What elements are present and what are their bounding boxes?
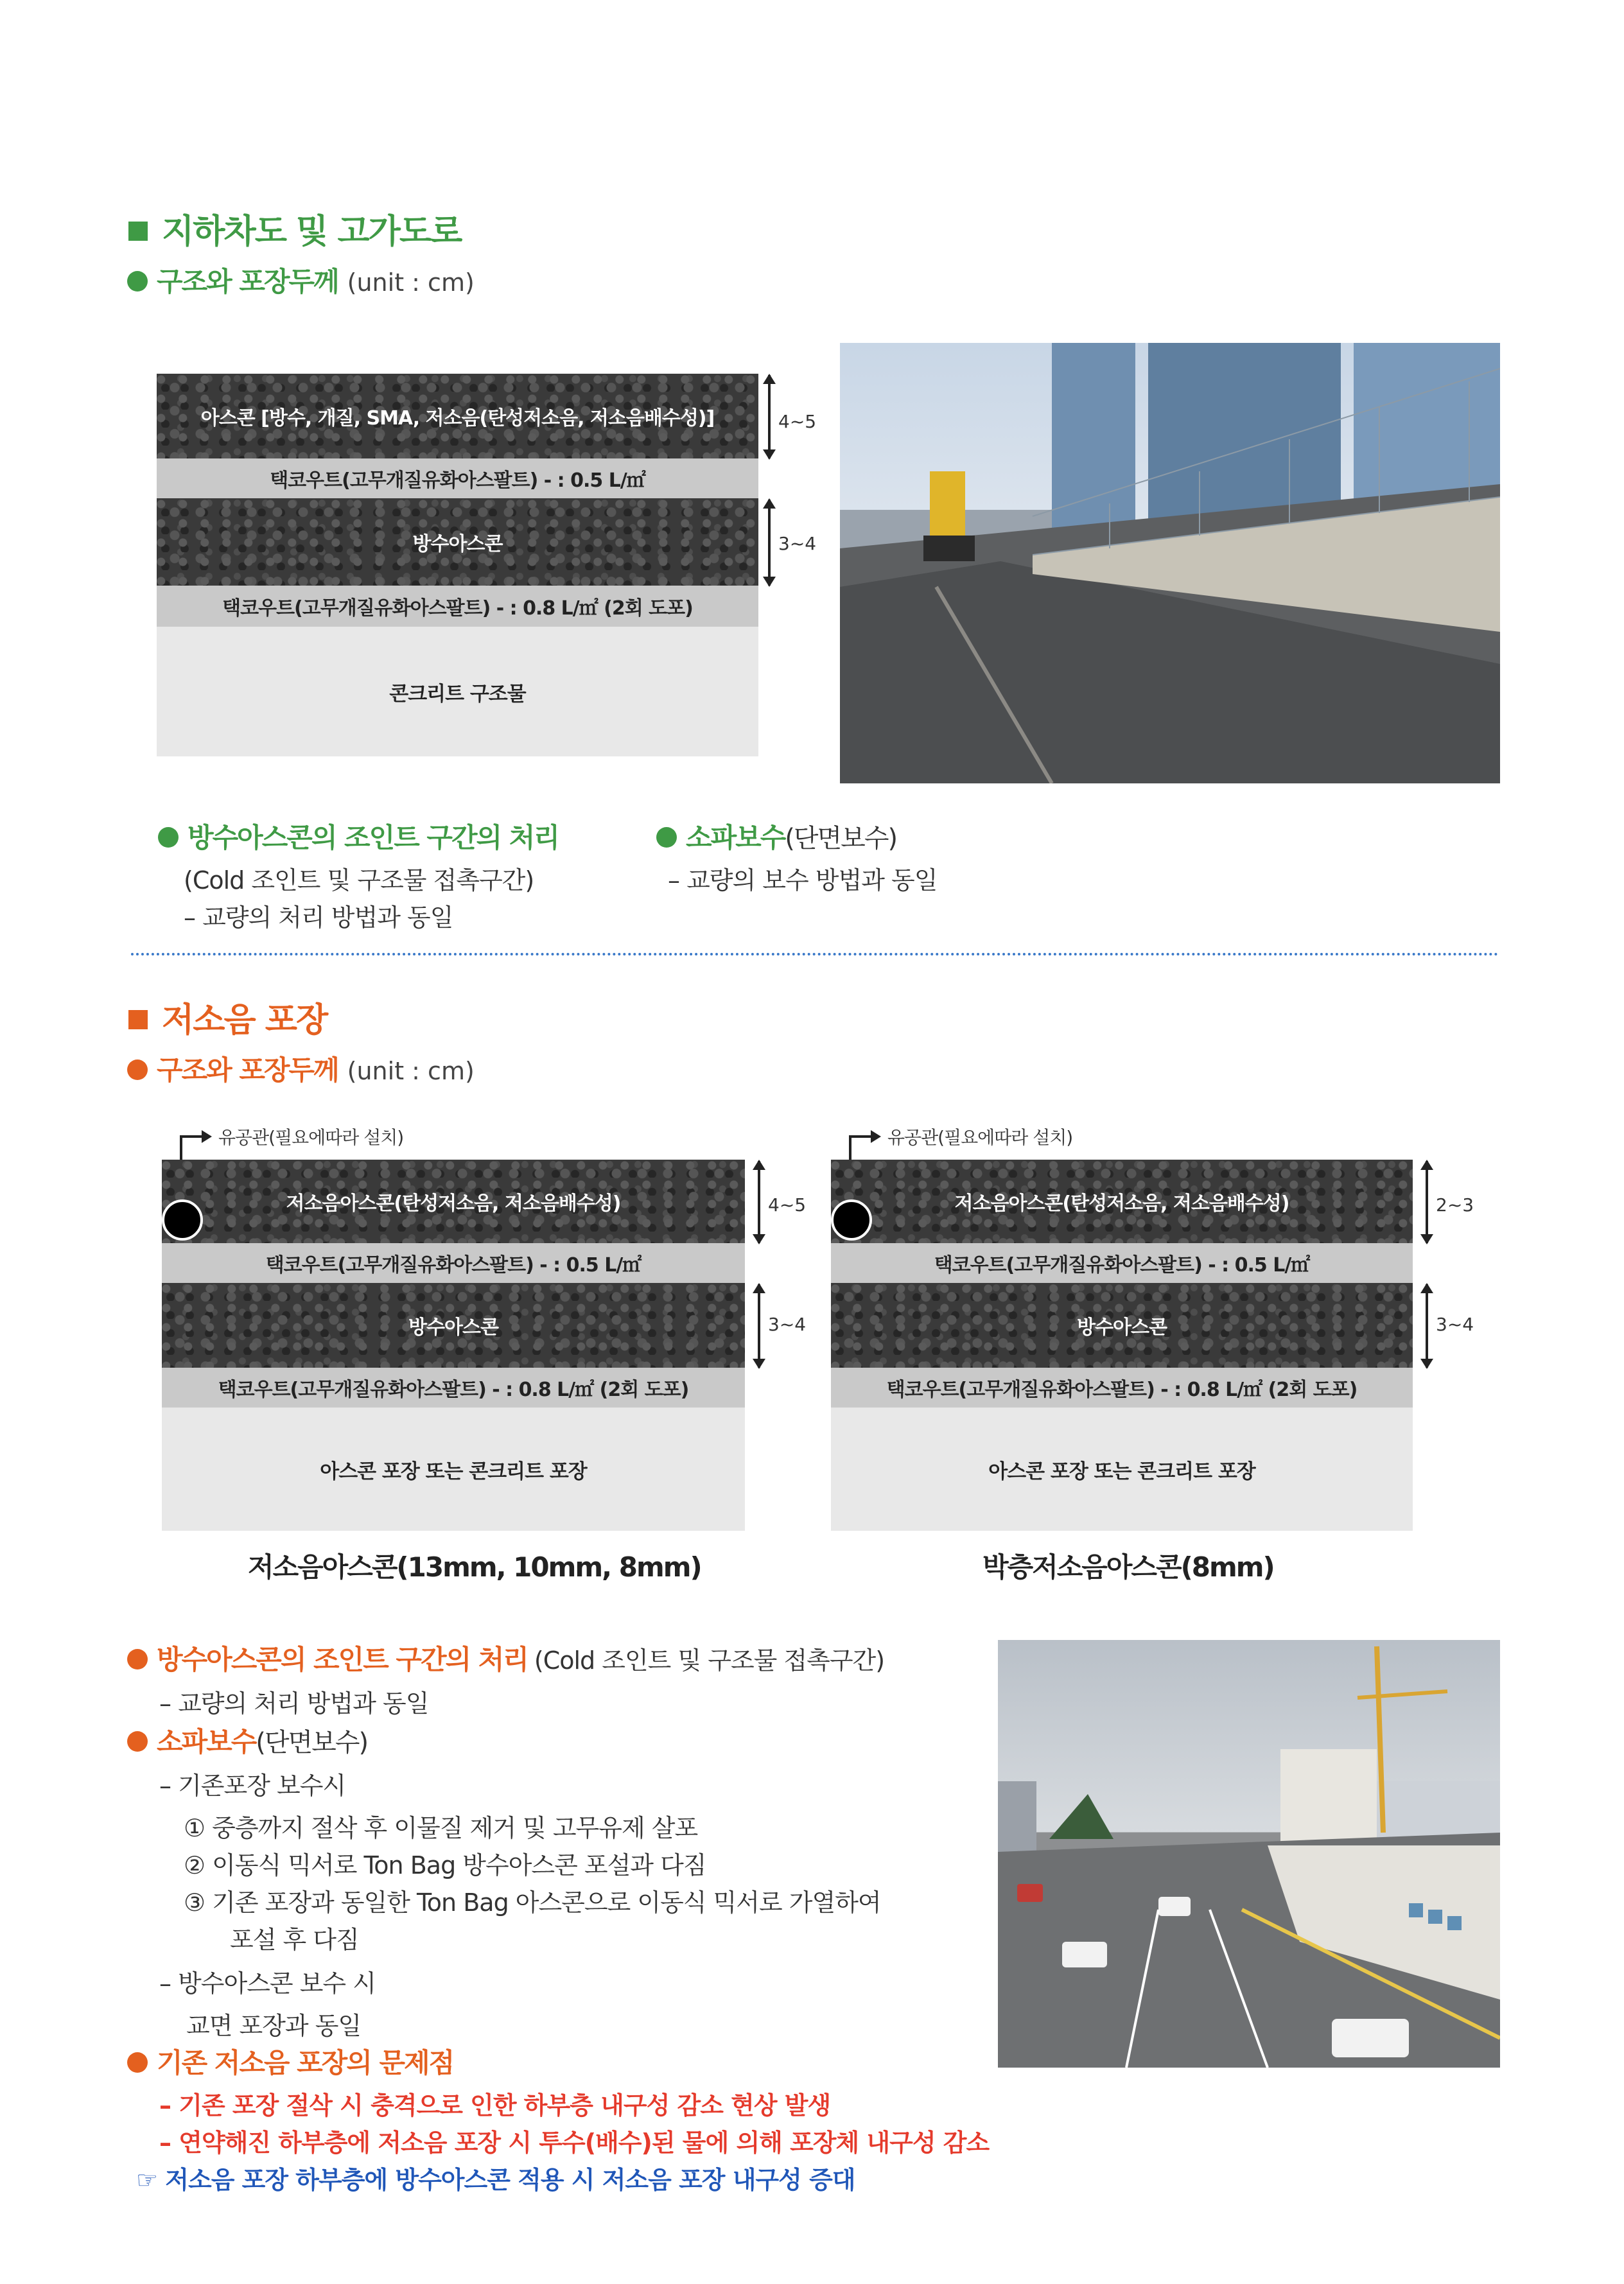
section1-title: 지하차도 및 고가도로 (128, 204, 461, 252)
layer-asphalt-top: 아스콘 [방수, 개질, SMA, 저소음(탄성저소음, 저소음배수성)] (157, 374, 758, 458)
conclusion-line: ☞ 저소음 포장 하부층에 방수아스콘 적용 시 저소음 포장 내구성 증대 (136, 2166, 855, 2194)
drain-pipe-icon (831, 1199, 872, 1241)
layer-tack-coat-2: 택코우트(고무개질유화아스팔트) - : 0.8 L/㎡ (2회 도포) (162, 1368, 745, 1408)
square-bullet-icon (128, 222, 148, 241)
layer-tack-coat-2: 택코우트(고무개질유화아스팔트) - : 0.8 L/㎡ (2회 도포) (157, 586, 758, 627)
elevated-road-illustration (840, 343, 1500, 783)
layer-waterproof-asphalt: 방수아스콘 (831, 1283, 1413, 1368)
dimension-label-1: 4~5 (768, 1194, 807, 1216)
repair-line-4: ③ 기존 포장과 동일한 Ton Bag 아스콘으로 이동식 믹서로 가열하여 (184, 1888, 881, 1917)
problem-line-1: – 기존 포장 절삭 시 충격으로 인한 하부층 내구성 감소 현상 발생 (159, 2091, 831, 2120)
section1-joint-line2: – 교량의 처리 방법과 동일 (184, 903, 453, 932)
arrow-right-icon (871, 1130, 881, 1143)
unit-label: (unit : cm) (347, 1057, 475, 1085)
section1-structure-title: 구조와 포장두께 (unit : cm) (127, 261, 475, 299)
diagram-b-caption: 박층저소음아스콘(8mm) (982, 1551, 1274, 1583)
section1-joint-title: 방수아스콘의 조인트 구간의 처리 (158, 817, 559, 855)
section2-joint-line1: – 교량의 처리 방법과 동일 (159, 1689, 429, 1718)
elevated-road-photo (840, 343, 1500, 783)
layer-low-noise-asphalt: 저소음아스콘(탄성저소음, 저소음배수성) (162, 1160, 745, 1243)
urban-road-illustration (998, 1640, 1500, 2068)
layer-base-pavement: 아스콘 포장 또는 콘크리트 포장 (831, 1408, 1413, 1531)
section2-repair-title: 소파보수(단면보수) (127, 1721, 367, 1759)
section-divider (131, 953, 1499, 955)
arrow-right-icon (202, 1130, 212, 1143)
repair-line-2: ① 중층까지 절삭 후 이물질 제거 및 고무유제 살포 (184, 1814, 698, 1842)
problem-line-2: – 연약해진 하부층에 저소음 포장 시 투수(배수)된 물에 의해 포장체 내구성 감소 (159, 2129, 990, 2157)
circle-bullet-icon (127, 1059, 148, 1080)
layer-tack-coat-2: 택코우트(고무개질유화아스팔트) - : 0.8 L/㎡ (2회 도포) (831, 1368, 1413, 1408)
repair-line-5: 포설 후 다짐 (230, 1926, 359, 1954)
dimension-arrow-2 (758, 1284, 760, 1368)
unit-label: (unit : cm) (347, 268, 475, 297)
repair-line-6: – 방수아스콘 보수 시 (159, 1969, 376, 1998)
drain-pipe-callout: 유공관(필요에따라 설치) (887, 1127, 1073, 1148)
dimension-label-2: 3~4 (1436, 1314, 1474, 1335)
square-bullet-icon (128, 1010, 148, 1029)
layer-waterproof-asphalt: 방수아스콘 (157, 498, 758, 586)
dimension-label-1: 4~5 (778, 411, 817, 432)
dimension-label-2: 3~4 (778, 533, 817, 554)
circle-bullet-icon (127, 271, 148, 292)
layer-base-pavement: 아스콘 포장 또는 콘크리트 포장 (162, 1408, 745, 1531)
layer-low-noise-asphalt: 저소음아스콘(탄성저소음, 저소음배수성) (831, 1160, 1413, 1243)
diagram-a-caption: 저소음아스콘(13mm, 10mm, 8mm) (248, 1551, 701, 1583)
circle-bullet-icon (127, 2052, 148, 2073)
repair-line-7: 교면 포장과 동일 (186, 2012, 362, 2040)
section2-title: 저소음 포장 (128, 993, 327, 1041)
drain-pipe-icon (162, 1199, 203, 1241)
repair-line-1: – 기존포장 보수시 (159, 1772, 346, 1800)
layer-concrete-structure: 콘크리트 구조물 (157, 627, 758, 756)
repair-line-3: ② 이동식 믹서로 Ton Bag 방수아스콘 포설과 다짐 (184, 1851, 706, 1879)
section2-structure-title: 구조와 포장두께 (unit : cm) (127, 1049, 475, 1088)
dimension-arrow-1 (1426, 1161, 1428, 1243)
layer-tack-coat-1: 택코우트(고무개질유화아스팔트) - : 0.5 L/㎡ (831, 1243, 1413, 1283)
urban-road-photo (998, 1640, 1500, 2068)
circle-bullet-icon (127, 1649, 148, 1669)
dimension-arrow-1 (768, 375, 771, 458)
section2-joint-title: 방수아스콘의 조인트 구간의 처리 (Cold 조인트 및 구조물 접촉구간) (127, 1639, 884, 1677)
section2-problem-title: 기존 저소음 포장의 문제점 (127, 2042, 453, 2080)
layer-tack-coat-1: 택코우트(고무개질유화아스팔트) - : 0.5 L/㎡ (157, 458, 758, 498)
dimension-label-1: 2~3 (1436, 1194, 1474, 1216)
dimension-arrow-1 (758, 1161, 760, 1243)
drain-pipe-callout: 유공관(필요에따라 설치) (218, 1127, 404, 1148)
dimension-arrow-2 (1426, 1284, 1428, 1368)
circle-bullet-icon (656, 827, 677, 848)
dimension-arrow-2 (768, 500, 771, 586)
section1-repair-title: 소파보수(단면보수) (656, 817, 896, 855)
circle-bullet-icon (127, 1731, 148, 1752)
section1-joint-line1: (Cold 조인트 및 구조물 접촉구간) (184, 866, 534, 894)
circle-bullet-icon (158, 827, 179, 848)
section1-repair-line1: – 교량의 보수 방법과 동일 (668, 866, 938, 894)
layer-waterproof-asphalt: 방수아스콘 (162, 1283, 745, 1368)
dimension-label-2: 3~4 (768, 1314, 807, 1335)
layer-tack-coat-1: 택코우트(고무개질유화아스팔트) - : 0.5 L/㎡ (162, 1243, 745, 1283)
